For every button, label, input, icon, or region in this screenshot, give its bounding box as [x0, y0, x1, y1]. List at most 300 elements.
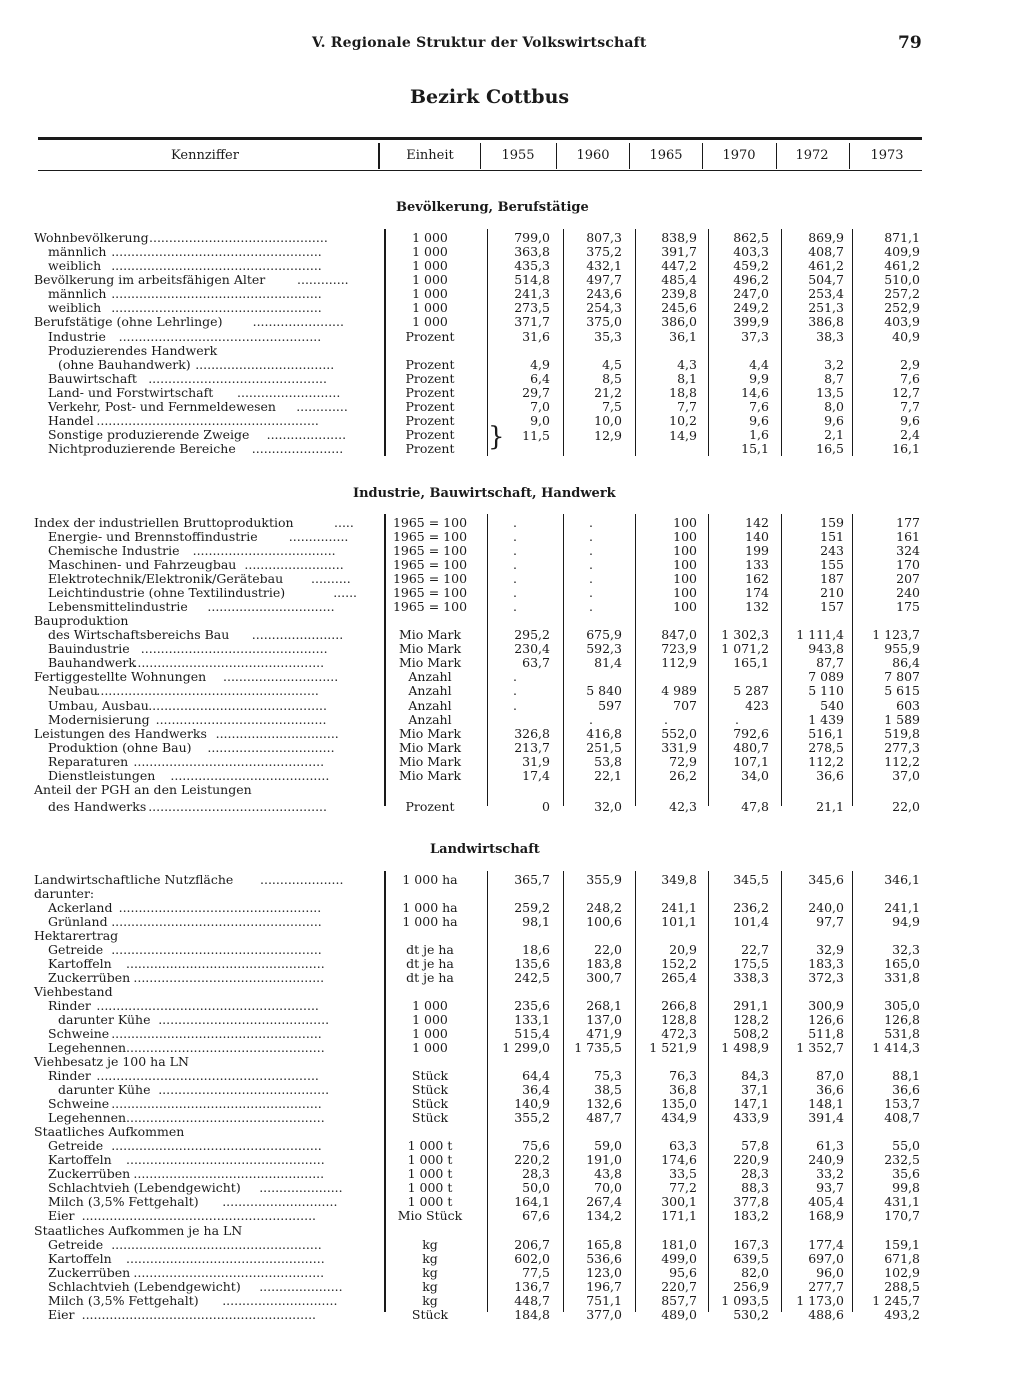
dot-leader: ............................. — [222, 1195, 338, 1210]
value-cell: 112,9 — [661, 655, 697, 671]
row-unit: 1 000 ha — [402, 900, 458, 916]
row-label: Schlachtvieh (Lebendgewicht) — [48, 1278, 241, 1294]
table-row — [0, 1125, 1024, 1139]
value-cell: 4,9 — [530, 356, 550, 372]
value-cell: 4,3 — [677, 356, 697, 372]
row-unit: 1 000 t — [407, 1180, 453, 1196]
value-cell: 95,6 — [669, 1264, 697, 1280]
row-unit: 1 000 — [412, 1040, 448, 1056]
row-label: Land- und Forstwirtschaft — [48, 384, 214, 400]
combined-brace: } — [488, 422, 505, 452]
value-cell: 1,6 — [749, 427, 769, 443]
value-cell: . — [589, 543, 593, 559]
table-row — [0, 414, 1024, 428]
value-cell: 499,0 — [661, 1250, 697, 1266]
value-cell: 5 287 — [733, 683, 769, 699]
value-cell: 70,0 — [594, 1180, 622, 1196]
dot-leader: ........................................... — [158, 1013, 330, 1028]
value-cell: 235,6 — [514, 998, 550, 1014]
value-cell: 37,0 — [892, 767, 920, 783]
value-cell: 530,2 — [733, 1306, 769, 1322]
row-unit: Prozent — [405, 328, 455, 344]
value-cell: 7,0 — [530, 398, 550, 414]
value-cell: 459,2 — [733, 258, 769, 274]
dot-leader: ................................................ — [133, 754, 325, 769]
row-label: Kartoffeln — [48, 1152, 112, 1168]
value-cell: . — [589, 515, 593, 530]
row-unit: Prozent — [405, 370, 455, 386]
row-label: Schlachtvieh (Lebendgewicht) — [48, 1180, 241, 1196]
table-row — [0, 372, 1024, 386]
row-unit: Prozent — [405, 413, 455, 429]
dot-leader: .......................... — [237, 385, 341, 400]
table-row — [0, 1308, 1024, 1322]
value-cell: 277,3 — [884, 739, 920, 755]
row-unit: kg — [422, 1264, 438, 1280]
section-title: Bevölkerung, Berufstätige — [396, 200, 589, 215]
value-cell: 1 521,9 — [649, 1040, 697, 1056]
value-cell: 20,9 — [669, 942, 697, 958]
table-row — [0, 442, 1024, 456]
dot-leader: ............................. — [223, 670, 339, 685]
value-cell: 377,8 — [733, 1194, 769, 1210]
table-row — [0, 769, 1024, 783]
value-cell: 1 071,2 — [721, 641, 769, 657]
value-cell: 162 — [745, 571, 769, 587]
value-cell: 40,9 — [892, 328, 920, 344]
table-row — [0, 684, 1024, 698]
value-cell: 61,3 — [816, 1138, 844, 1154]
table-row — [0, 887, 1024, 901]
row-unit: Mio Stück — [397, 1208, 463, 1224]
row-unit: dt je ha — [406, 970, 454, 986]
value-cell: 164,1 — [514, 1194, 550, 1210]
value-cell: 36,6 — [816, 767, 844, 783]
value-cell: 365,7 — [514, 872, 550, 887]
value-cell: 18,6 — [522, 942, 550, 958]
row-label: Bauhandwerk — [48, 655, 136, 671]
value-cell: 22,0 — [594, 942, 622, 958]
row-label: Landwirtschaftliche Nutzfläche — [34, 872, 234, 887]
dot-leader: ....................... — [252, 315, 344, 330]
value-cell: 1 302,3 — [721, 627, 769, 643]
row-label: Staatliches Aufkommen je ha LN — [34, 1222, 243, 1238]
value-cell: 142 — [745, 515, 769, 530]
dot-leader: .................................................. — [126, 1153, 325, 1168]
value-cell: 43,8 — [594, 1166, 622, 1182]
value-cell: 399,9 — [733, 314, 769, 330]
dot-leader: ..... — [334, 516, 354, 530]
table-row — [0, 929, 1024, 943]
page-title: Bezirk Cottbus — [410, 86, 570, 108]
value-cell: 28,3 — [522, 1166, 550, 1182]
value-cell: 101,4 — [733, 914, 769, 930]
value-cell: 33,2 — [816, 1166, 844, 1182]
row-label: Kartoffeln — [48, 1250, 112, 1266]
value-cell: 9,6 — [900, 413, 920, 429]
table-row — [0, 1252, 1024, 1266]
table-row — [0, 1097, 1024, 1111]
value-cell: 487,7 — [586, 1110, 622, 1126]
row-label: Grünland — [48, 914, 108, 930]
value-cell: 377,0 — [586, 1306, 622, 1322]
value-cell: 2,9 — [900, 356, 920, 372]
value-cell: 639,5 — [733, 1250, 769, 1266]
value-cell: 100 — [673, 543, 697, 559]
value-cell: 305,0 — [884, 998, 920, 1014]
value-cell: 257,2 — [884, 286, 920, 302]
dot-leader: ..................... — [259, 1181, 343, 1196]
value-cell: 155 — [820, 557, 844, 573]
value-cell: 21,1 — [816, 798, 844, 814]
table-row — [0, 727, 1024, 741]
top-rule — [38, 137, 922, 140]
column-header-einheit: Einheit — [406, 148, 454, 163]
row-label: Eier — [48, 1208, 75, 1224]
value-cell: 9,9 — [749, 370, 769, 386]
row-label: darunter Kühe — [58, 1082, 151, 1098]
value-cell: 416,8 — [586, 725, 622, 741]
value-cell: 291,1 — [733, 998, 769, 1014]
value-cell: 408,7 — [808, 244, 844, 260]
row-label: Zuckerrüben — [48, 1264, 131, 1280]
value-cell: 1 439 — [808, 711, 844, 727]
value-cell: 675,9 — [586, 627, 622, 643]
value-cell: 88,1 — [892, 1068, 920, 1084]
value-cell: 7 807 — [884, 669, 920, 685]
dot-leader: ..................................................... — [111, 301, 322, 316]
row-label: Getreide — [48, 942, 104, 958]
table-row — [0, 516, 1024, 530]
table-row — [0, 670, 1024, 684]
value-cell: 181,0 — [661, 1236, 697, 1252]
dot-leader: ............. — [296, 399, 348, 414]
dot-leader: ............................................... — [140, 642, 328, 657]
value-cell: 409,9 — [884, 244, 920, 260]
value-cell: 493,2 — [884, 1306, 920, 1322]
value-cell: 386,0 — [661, 314, 697, 330]
value-cell: 77,5 — [522, 1264, 550, 1280]
value-cell: 64,4 — [522, 1068, 550, 1084]
row-label: Milch (3,5% Fettgehalt) — [48, 1194, 199, 1210]
value-cell: 278,5 — [808, 739, 844, 755]
table-row — [0, 386, 1024, 400]
value-cell: 165,0 — [884, 956, 920, 972]
table-row — [0, 1041, 1024, 1055]
value-cell: 132 — [745, 599, 769, 615]
value-cell: 100 — [673, 599, 697, 615]
value-cell: 254,3 — [586, 300, 622, 316]
row-label: Eier — [48, 1306, 75, 1322]
value-cell: 32,3 — [892, 942, 920, 958]
value-cell: 199 — [745, 543, 769, 559]
value-cell: 792,6 — [733, 725, 769, 741]
value-cell: 5 840 — [586, 683, 622, 699]
value-cell: 36,1 — [669, 328, 697, 344]
row-label: weiblich — [48, 300, 102, 316]
value-cell: . — [589, 557, 593, 573]
value-cell: 126,8 — [884, 1012, 920, 1028]
row-unit: dt je ha — [406, 942, 454, 958]
table-row — [0, 344, 1024, 358]
value-cell: 6,4 — [530, 370, 550, 386]
value-cell: 519,8 — [884, 725, 920, 741]
value-cell: . — [735, 711, 739, 727]
table-row — [0, 1139, 1024, 1153]
row-label: Legehennen — [48, 1040, 127, 1056]
value-cell: 94,9 — [892, 914, 920, 930]
value-cell: 300,9 — [808, 998, 844, 1014]
value-cell: 497,7 — [586, 272, 622, 288]
row-label: darunter Kühe — [58, 1012, 151, 1028]
table-row — [0, 985, 1024, 999]
table-row — [0, 915, 1024, 929]
value-cell: . — [513, 585, 517, 601]
row-unit: 1 000 t — [407, 1138, 453, 1154]
value-cell: 267,4 — [586, 1194, 622, 1210]
table-row — [0, 1069, 1024, 1083]
value-cell: 461,2 — [884, 258, 920, 274]
value-cell: 240 — [896, 585, 920, 601]
value-cell: 266,8 — [661, 998, 697, 1014]
dot-leader: ................................ — [207, 740, 335, 755]
value-cell: 0 — [542, 798, 550, 814]
value-cell: 33,5 — [669, 1166, 697, 1182]
value-cell: 265,4 — [661, 970, 697, 986]
value-cell: 55,0 — [892, 1138, 920, 1154]
value-cell: 697,0 — [808, 1250, 844, 1266]
value-cell: 531,8 — [884, 1026, 920, 1042]
row-unit: Mio Mark — [398, 641, 462, 657]
table-row — [0, 614, 1024, 628]
value-cell: 511,8 — [808, 1026, 844, 1042]
value-cell: 751,1 — [586, 1292, 622, 1308]
value-cell: 515,4 — [514, 1026, 550, 1042]
row-unit: 1 000 — [412, 272, 448, 288]
dot-leader: ..................................................... — [111, 1139, 322, 1154]
dot-leader: .................................................. — [126, 1251, 325, 1266]
value-cell: 9,6 — [824, 413, 844, 429]
value-cell: 8,0 — [824, 398, 844, 414]
row-label: Bevölkerung im arbeitsfähigen Alter — [34, 272, 266, 288]
row-unit: Mio Mark — [398, 739, 462, 755]
value-cell: 220,2 — [514, 1152, 550, 1168]
value-cell: 241,3 — [514, 286, 550, 302]
value-cell: 243,6 — [586, 286, 622, 302]
value-cell: 112,2 — [808, 753, 844, 769]
combined-value-cell: 14,9 — [669, 428, 697, 443]
table-row — [0, 755, 1024, 769]
dot-leader: ............................................. — [148, 799, 327, 814]
value-cell: 8,5 — [602, 370, 622, 386]
table-row — [0, 1027, 1024, 1041]
table-row — [0, 572, 1024, 586]
row-label: Rinder — [48, 1068, 91, 1084]
table-row — [0, 901, 1024, 915]
value-cell: 171,1 — [661, 1208, 697, 1224]
column-header-1972: 1972 — [795, 148, 829, 163]
row-unit: Stück — [411, 1110, 449, 1126]
value-cell: 375,0 — [586, 314, 622, 330]
row-unit: kg — [422, 1292, 438, 1308]
table-row — [0, 713, 1024, 727]
row-unit: 1965 = 100 — [392, 557, 468, 573]
dot-leader: ..................... — [259, 1279, 343, 1294]
value-cell: 480,7 — [733, 739, 769, 755]
column-header-1960: 1960 — [576, 148, 610, 163]
value-cell: 133 — [745, 557, 769, 573]
value-cell: 72,9 — [669, 753, 697, 769]
value-cell: 355,2 — [514, 1110, 550, 1126]
value-cell: 300,1 — [661, 1194, 697, 1210]
value-cell: 386,8 — [808, 314, 844, 330]
table-row — [0, 1055, 1024, 1069]
value-cell: 97,7 — [816, 914, 844, 930]
value-cell: 183,2 — [733, 1208, 769, 1224]
value-cell: 239,8 — [661, 286, 697, 302]
row-unit: Stück — [411, 1082, 449, 1098]
value-cell: 1 352,7 — [796, 1040, 844, 1056]
row-unit: Mio Mark — [398, 627, 462, 643]
value-cell: 300,7 — [586, 970, 622, 986]
value-cell: 252,9 — [884, 300, 920, 316]
value-cell: 603 — [896, 697, 920, 713]
row-unit: 1 000 t — [407, 1152, 453, 1168]
column-header-1955: 1955 — [501, 148, 535, 163]
table-row — [0, 1224, 1024, 1238]
value-cell: 240,0 — [808, 900, 844, 916]
value-cell: 331,8 — [884, 970, 920, 986]
dot-leader: ..................................................... — [111, 943, 322, 958]
value-cell: 723,9 — [661, 641, 697, 657]
row-unit: 1965 = 100 — [392, 515, 468, 530]
header-divider — [480, 143, 481, 169]
value-cell: 461,2 — [808, 258, 844, 274]
column-header-1970: 1970 — [722, 148, 756, 163]
table-row — [0, 400, 1024, 414]
dot-leader: ............... — [288, 530, 349, 545]
value-cell: 10,2 — [669, 413, 697, 429]
value-cell: 123,0 — [586, 1264, 622, 1280]
value-cell: 324 — [896, 543, 920, 559]
table-row — [0, 699, 1024, 713]
row-unit: 1965 = 100 — [392, 529, 468, 545]
value-cell: 241,1 — [661, 900, 697, 916]
value-cell: 338,3 — [733, 970, 769, 986]
value-cell: 331,9 — [661, 739, 697, 755]
row-label: Produzierendes Handwerk — [48, 342, 218, 358]
header-divider — [776, 143, 777, 169]
value-cell: 862,5 — [733, 230, 769, 245]
row-unit: 1 000 — [412, 998, 448, 1014]
dot-leader: ................................................ — [133, 656, 325, 671]
table-row — [0, 301, 1024, 315]
dot-leader: ............. — [297, 273, 349, 288]
row-label: Verkehr, Post- und Fernmeldewesen — [48, 398, 276, 414]
column-header-1965: 1965 — [649, 148, 683, 163]
table-row — [0, 1013, 1024, 1027]
section-title: Landwirtschaft — [430, 842, 540, 857]
dot-leader: ........................................................ — [96, 684, 319, 699]
value-cell: 86,4 — [892, 655, 920, 671]
table-row — [0, 999, 1024, 1013]
header-divider — [378, 143, 380, 169]
dot-leader: ..................................................... — [111, 1237, 322, 1252]
value-cell: 134,2 — [586, 1208, 622, 1224]
row-unit: Stück — [411, 1306, 449, 1322]
value-cell: 9,0 — [530, 413, 550, 429]
dot-leader: ..................................................... — [111, 1097, 322, 1112]
value-cell: 37,1 — [741, 1082, 769, 1098]
row-unit: Mio Mark — [398, 655, 462, 671]
row-label: darunter: — [34, 886, 95, 902]
value-cell: 32,9 — [816, 942, 844, 958]
dot-leader: ......................... — [244, 558, 344, 573]
value-cell: 1 123,7 — [872, 627, 920, 643]
value-cell: . — [589, 599, 593, 615]
dot-leader: ............................................. — [148, 698, 327, 713]
value-cell: 140,9 — [514, 1096, 550, 1112]
value-cell: 53,8 — [594, 753, 622, 769]
value-cell: 242,5 — [514, 970, 550, 986]
value-cell: 183,8 — [586, 956, 622, 972]
value-cell: 17,4 — [522, 767, 550, 783]
row-label: Produktion (ohne Bau) — [48, 739, 192, 755]
row-label: Milch (3,5% Fettgehalt) — [48, 1292, 199, 1308]
value-cell: 81,4 — [594, 655, 622, 671]
value-cell: 87,7 — [816, 655, 844, 671]
value-cell: 82,0 — [741, 1264, 769, 1280]
value-cell: 236,2 — [733, 900, 769, 916]
dot-leader: ....................... — [251, 442, 344, 457]
row-unit: Mio Mark — [398, 767, 462, 783]
row-unit: Anzahl — [408, 683, 452, 699]
row-unit: Anzahl — [408, 669, 452, 685]
value-cell: 432,1 — [586, 258, 622, 274]
value-cell: 489,0 — [661, 1306, 697, 1322]
row-unit: 1 000 — [412, 286, 448, 302]
dot-leader: ..................................................... — [111, 259, 322, 274]
dot-leader: ..................................................... — [111, 1027, 322, 1042]
value-cell: 159,1 — [884, 1236, 920, 1252]
dot-leader: ................................................ — [133, 971, 325, 986]
value-cell: 31,9 — [522, 753, 550, 769]
value-cell: 187 — [820, 571, 844, 587]
value-cell: 1 093,5 — [721, 1292, 769, 1308]
value-cell: 448,7 — [514, 1292, 550, 1308]
value-cell: 504,7 — [808, 272, 844, 288]
row-unit: Anzahl — [408, 697, 452, 713]
table-row — [0, 1153, 1024, 1167]
row-unit: kg — [422, 1278, 438, 1294]
value-cell: 247,0 — [733, 286, 769, 302]
value-cell: 170,7 — [884, 1208, 920, 1224]
dot-leader: .................... — [266, 428, 347, 443]
value-cell: 50,0 — [522, 1180, 550, 1196]
row-label: Hektarertrag — [34, 928, 119, 944]
dot-leader: ............................................. — [149, 231, 328, 245]
value-cell: 248,2 — [586, 900, 622, 916]
value-cell: 707 — [673, 697, 697, 713]
value-cell: 1 299,0 — [502, 1040, 550, 1056]
row-label: männlich — [48, 244, 107, 260]
value-cell: 485,4 — [661, 272, 697, 288]
value-cell: 5 110 — [808, 683, 844, 699]
table-row — [0, 1111, 1024, 1125]
value-cell: 363,8 — [514, 244, 550, 260]
value-cell: 77,2 — [669, 1180, 697, 1196]
value-cell: . — [513, 599, 517, 615]
